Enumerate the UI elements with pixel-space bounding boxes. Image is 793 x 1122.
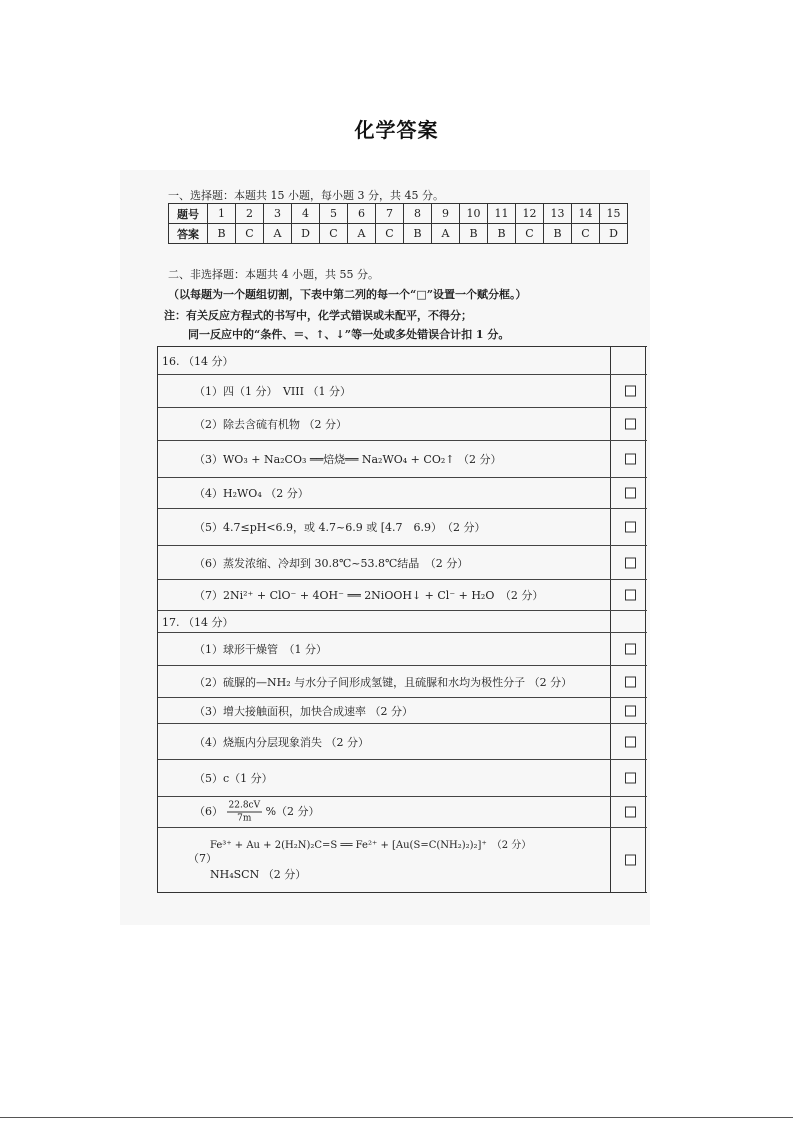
score-box[interactable] [625, 590, 636, 601]
answer-cell: C [320, 224, 348, 244]
answer-cell: C [516, 224, 544, 244]
score-box[interactable] [625, 807, 636, 818]
number-cell: 7 [376, 204, 404, 224]
answer-row [158, 509, 647, 546]
answer-row [158, 375, 647, 408]
answer-text: （5）c（1 分） [194, 772, 273, 785]
question-number-row [169, 204, 628, 224]
score-box[interactable] [625, 644, 636, 655]
fraction-denominator: 7m [237, 813, 252, 824]
grading-note: （以每题为一个题组切割，下表中第二列的每一个“□”设置一个赋分框。） [168, 288, 527, 301]
answer-text: （2）除去含硫有机物 （2 分） [194, 418, 347, 431]
answer-row [158, 698, 647, 724]
answer-cell: B [488, 224, 516, 244]
score-box[interactable] [625, 419, 636, 430]
answer-text: （7）2Ni²⁺ + ClO⁻ + 4OH⁻ ══ 2NiOOH↓ + Cl⁻ + H₂O （2 分） [194, 589, 544, 602]
score-box[interactable] [625, 676, 636, 687]
score-box[interactable] [625, 773, 636, 784]
answer-row [169, 224, 628, 244]
score-box[interactable] [625, 855, 636, 866]
answer-text: （5）4.7≤pH<6.9，或 4.7~6.9 或 [4.7 6.9） （2 分） [194, 521, 486, 534]
grading-note: 注：有关反应方程式的书写中，化学式错误或未配平，不得分； [164, 309, 472, 322]
fraction-numerator: 22.8cV [228, 800, 261, 811]
equation-text: Fe³⁺ + Au + 2(H₂N)₂C=S ══ Fe²⁺ + [Au(S=C(NH₂)₂)₂]⁺ （2 分） [210, 840, 532, 851]
question-header: 16. （14 分） [162, 354, 234, 368]
question-header: 17. （14 分） [162, 615, 234, 629]
answer-text: （2）硫脲的—NH₂ 与水分子间形成氢键，且硫脲和水均为极性分子 （2 分） [194, 675, 573, 689]
score-box[interactable] [625, 386, 636, 397]
item-suffix: %（2 分） [265, 805, 320, 818]
answer-cell: C [572, 224, 600, 244]
answer-row [158, 828, 647, 892]
answer-row [158, 724, 647, 760]
grading-note: 同一反应中的“条件、＝、↑、↓”等一处或多处错误合计扣 1 分。 [188, 328, 510, 341]
answer-row [158, 797, 647, 828]
score-box[interactable] [625, 522, 636, 533]
number-cell: 11 [488, 204, 516, 224]
section1-heading: 一、选择题：本题共 15 小题，每小题 3 分，共 45 分。 [168, 189, 444, 202]
answer-text: （3）增大接触面积，加快合成速率 （2 分） [194, 704, 413, 718]
question-header-row [158, 611, 647, 633]
section2-heading: 二、非选择题：本题共 4 小题，共 55 分。 [168, 268, 379, 281]
number-cell: 6 [348, 204, 376, 224]
answer-text [194, 800, 320, 825]
answer-cell: A [264, 224, 292, 244]
question-header-row [158, 347, 647, 375]
answer-cell: B [208, 224, 236, 244]
answer-text: （1）四（1 分） VIII （1 分） [194, 385, 351, 398]
number-cell: 13 [544, 204, 572, 224]
number-cell: 14 [572, 204, 600, 224]
answer-row [158, 408, 647, 441]
score-box[interactable] [625, 557, 636, 568]
answer-row [158, 441, 647, 478]
answer-cell: A [432, 224, 460, 244]
answer-cell: C [376, 224, 404, 244]
answer-text: NH₄SCN （2 分） [210, 868, 307, 881]
answer-table [157, 346, 647, 893]
number-cell: 1 [208, 204, 236, 224]
answer-cell: B [460, 224, 488, 244]
number-cell: 8 [404, 204, 432, 224]
answer-cell: B [544, 224, 572, 244]
answer-cell: D [600, 224, 628, 244]
number-cell: 3 [264, 204, 292, 224]
answer-cell: C [236, 224, 264, 244]
answer-text: （4）烧瓶内分层现象消失 （2 分） [194, 735, 369, 749]
answer-row [158, 580, 647, 611]
number-cell: 2 [236, 204, 264, 224]
answer-cell: A [348, 224, 376, 244]
number-cell: 12 [516, 204, 544, 224]
answer-row [158, 546, 647, 580]
item-label: （7） [188, 852, 217, 865]
page-bottom-rule [0, 1117, 793, 1118]
item-label: （6） [194, 805, 223, 818]
fraction [227, 800, 263, 825]
answer-cell: D [292, 224, 320, 244]
number-cell: 4 [292, 204, 320, 224]
answer-text: （6）蒸发浓缩、冷却到 30.8℃~53.8℃结晶 （2 分） [194, 556, 469, 570]
score-box[interactable] [625, 488, 636, 499]
score-box[interactable] [625, 454, 636, 465]
answer-row [158, 478, 647, 509]
page-title: 化学答案 [354, 118, 439, 142]
answer-cell: B [404, 224, 432, 244]
answer-text: （4）H₂WO₄ （2 分） [194, 487, 309, 500]
number-cell: 5 [320, 204, 348, 224]
multiple-choice-table [168, 203, 628, 244]
row-label: 答案 [169, 224, 208, 244]
answer-text: （1）球形干燥管 （1 分） [194, 643, 327, 656]
answer-text: （3）WO₃ + Na₂CO₃ ══焙烧══ Na₂WO₄ + CO₂↑ （2 分） [194, 453, 502, 466]
number-cell: 10 [460, 204, 488, 224]
score-box[interactable] [625, 705, 636, 716]
answer-row [158, 666, 647, 698]
score-box[interactable] [625, 736, 636, 747]
answer-row [158, 633, 647, 666]
number-cell: 15 [600, 204, 628, 224]
answer-row [158, 760, 647, 797]
number-cell: 9 [432, 204, 460, 224]
row-label: 题号 [169, 204, 208, 224]
